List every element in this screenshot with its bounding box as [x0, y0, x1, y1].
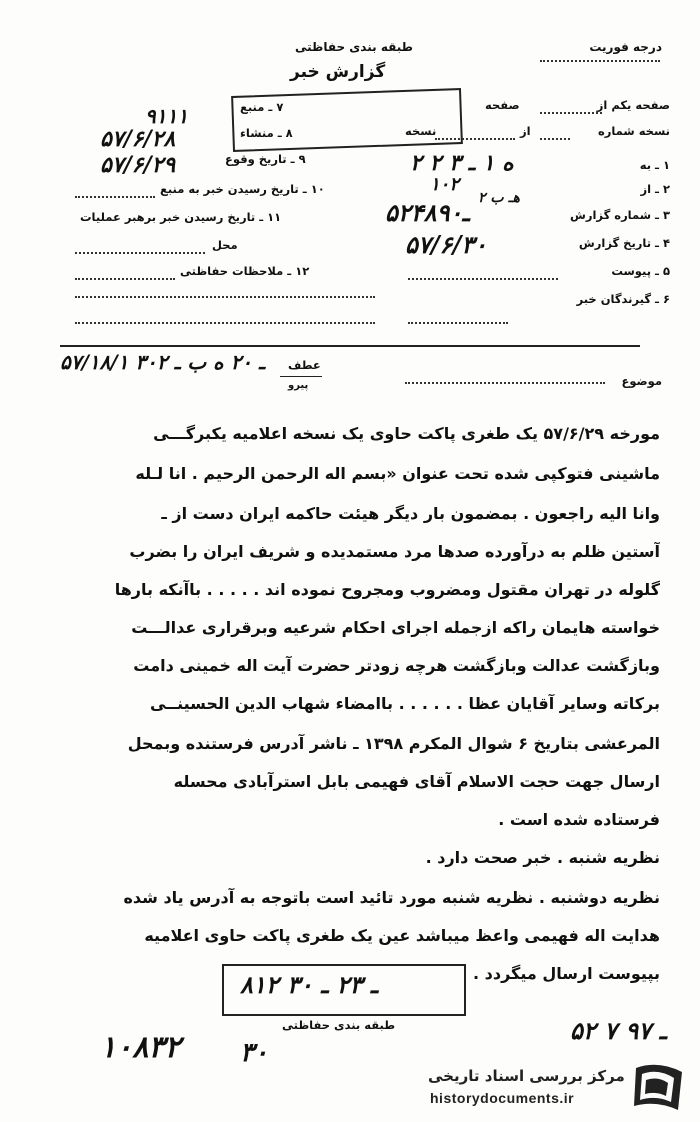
dots-page [540, 112, 602, 114]
body-line-14: هدایت اله فهیمی واعظ میباشد عین یک طغری پاکت حاوی اعلامیه [144, 926, 660, 945]
subject-label: موضوع [621, 374, 662, 388]
atf-label: عطف [288, 358, 321, 372]
watermark-url: historydocuments.ir [430, 1090, 575, 1106]
field-copy-from: از [520, 124, 531, 138]
dots-copy [540, 138, 570, 140]
peyro-label: پیرو [288, 380, 309, 391]
hw-bottom-left-2: ۳۰ [240, 1038, 268, 1068]
body-line-2: ماشینی فتوکپی شده تحت عنوان «بسم اله الرحمن الرحیم . انا لـله [135, 464, 660, 483]
hw-bottom-right: ۵۲ ـ ۹۷ ۷ [570, 1016, 667, 1045]
dots-notes-2 [75, 296, 375, 298]
body-line-11: فرستاده شده است . [498, 810, 660, 829]
classification-top: طبقه بندی حفاظتی [295, 40, 413, 54]
report-title: گزارش خبر [290, 62, 386, 82]
field-recipients: ۶ ـ گیرندگان خبر [576, 292, 670, 306]
priority-dots [540, 60, 660, 62]
body-line-9: المرعشی بتاریخ ۶ شوال المکرم ۱۳۹۸ ـ ناشر آدرس فرستنده وبمحل [127, 734, 660, 753]
body-line-13: نظریه دوشنبه . نظریه شنبه مورد تائید است باتوجه به آدرس یاد شده [123, 888, 660, 907]
field-copy: نسخه شماره [597, 124, 670, 138]
hw-bottom-left: ۱۰۸۳۲ [100, 1030, 181, 1065]
atf-rule [280, 376, 322, 377]
body-line-1: مورخه ۵۷/۶/۲۹ یک طغری پاکت حاوی یک نسخه اعلامیه یکبرگـــی [153, 424, 660, 443]
hw-occur-date: ۵۷/۶/۲۹ [100, 152, 176, 178]
body-line-15: بپیوست ارسال میگردد . [473, 964, 660, 983]
field-page-suffix: صفحه [485, 98, 520, 112]
field-to: ۱ ـ به [639, 158, 670, 172]
body-line-5: گلوله در تهران مقتول ومضروب ومجروح نموده اند . . . . . باآنکه بارها [114, 580, 660, 599]
hw-report-date: ۵۷/۶/۳۰ [405, 230, 487, 259]
field-occur-date: ۹ ـ تاریخ وقوع [225, 152, 306, 166]
dots-notes-3 [75, 322, 375, 324]
body-line-4: آستین ظلم به درآورده صدها مرد مستمدیده و شریف ایران را بضرب [129, 542, 660, 561]
classification-bottom: طبقه بندی حفاظتی [282, 1018, 396, 1032]
bottom-stamp-number: ۸۱۲ ـ ۲۳ ـ ۳۰ [240, 970, 378, 999]
body-line-7: وبازگشت عدالت وبازگشت هرچه زودتر حضرت آیت اله خمینی دامت [133, 656, 660, 675]
field-attachment: ۵ ـ پیوست [611, 264, 670, 278]
header-divider [60, 345, 640, 347]
watermark-title: مرکز بررسی اسناد تاریخی [428, 1067, 625, 1085]
dots-source-arrival [75, 196, 155, 198]
priority-label: درجه فوریت [589, 40, 662, 54]
dots-recipients [408, 322, 508, 324]
body-line-6: خواسته هایمان راکه ازجمله اجرای احکام شرعیه وبرقراری عدالـــت [131, 618, 660, 637]
body-line-8: برکاته وسایر آقایان عظا . . . . . . باامضاء شهاب الدین الحسینــی [149, 694, 660, 713]
dots-copy-2 [435, 138, 515, 140]
field-security-notes: ۱۲ ـ ملاحظات حفاظتی [180, 264, 310, 278]
body-line-10: ارسال جهت حجت الاسلام آقای فهیمی بابل استرآبادی محسله [173, 772, 660, 791]
dots-notes [75, 278, 175, 280]
field-source-arrival: ۱۰ ـ تاریخ رسیدن خبر به منبع [160, 182, 325, 196]
hw-from: ۱۰۲ [430, 174, 460, 195]
registration-stamp [231, 88, 463, 152]
field-copy-suffix: نسخه [405, 124, 437, 138]
dots-place [75, 252, 205, 254]
field-origin: ۸ ـ منشاء [240, 126, 293, 140]
body-line-12: نظریه شنبه . خبر صحت دارد . [425, 848, 660, 867]
hw-to: ۲ ه ۱ ـ ۳ ۲ [410, 150, 514, 176]
hw-source-number: ۹۱۱۱ [145, 104, 188, 128]
field-from: ۲ ـ از [640, 182, 670, 196]
archive-logo-icon [628, 1058, 690, 1116]
field-report-number: ۳ ـ شماره گزارش [570, 208, 670, 222]
field-report-date: ۴ ـ تاریخ گزارش [578, 236, 670, 250]
dots-subject [405, 382, 605, 384]
field-page: صفحه یکم از [596, 98, 670, 112]
field-ops-arrival: ۱۱ ـ تاریخ رسیدن خبر برهبر عملیات [80, 210, 282, 224]
field-source: ۷ ـ منبع [240, 100, 284, 114]
dots-attachment [408, 278, 558, 280]
hw-extra: ۲ هـ ب [478, 190, 520, 206]
body-line-3: وانا الیه راجعون . بمضمون بار دیگر هیئت حاکمه ایران دست از ـ [161, 504, 660, 523]
hw-origin-date: ۵۷/۶/۲۸ [100, 126, 176, 152]
field-place: محل [212, 238, 238, 252]
hw-report-number: ۵ـ۲۴۸۹۰ [385, 198, 470, 227]
hw-reference-line: ۵۷/۱۸/۱ ـ ۲۰ ه ب ـ ۳۰۲ [60, 350, 265, 374]
